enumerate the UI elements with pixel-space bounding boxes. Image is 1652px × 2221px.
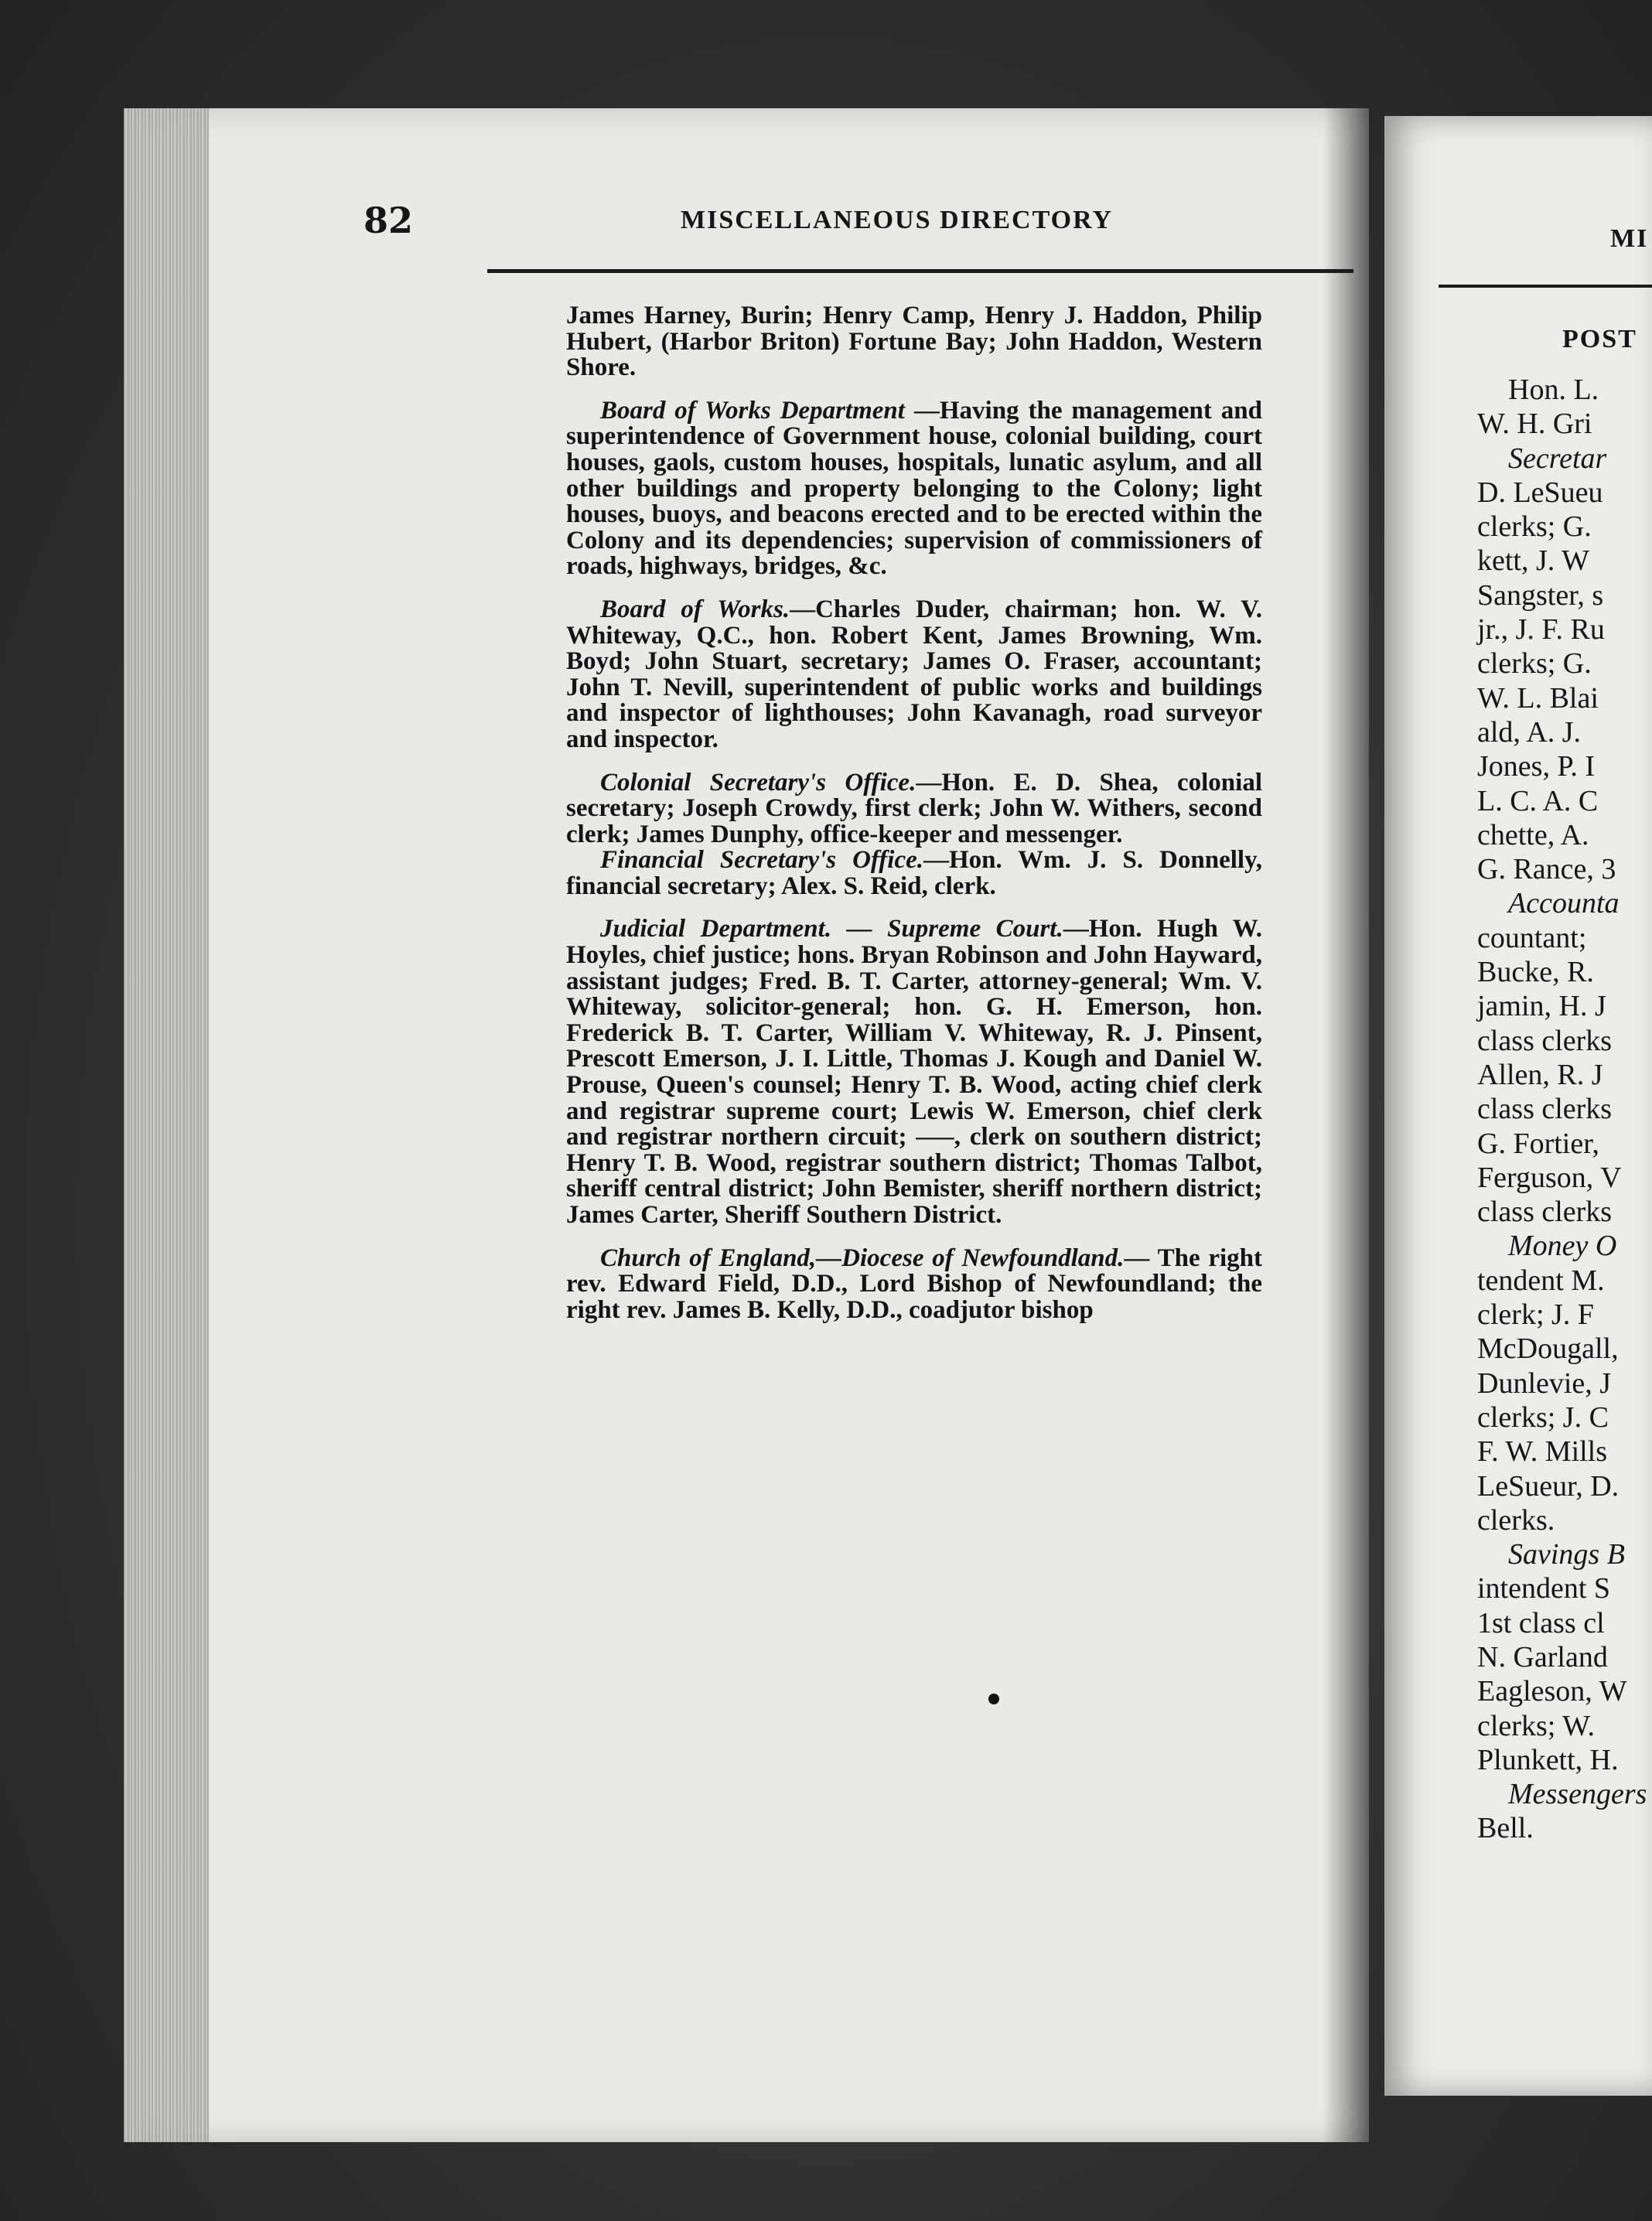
directory-entry xyxy=(566,597,1262,753)
right-line: Money O xyxy=(1508,1230,1617,1263)
right-line: clerks; W. xyxy=(1477,1709,1595,1742)
entry-label: Financial Secretary's Office. xyxy=(600,846,923,875)
right-line: Bucke, R. xyxy=(1477,956,1594,989)
right-line: class clerks xyxy=(1477,1024,1613,1057)
entry-label: Colonial Secretary's Office. xyxy=(600,768,916,797)
right-page xyxy=(1384,116,1652,2096)
right-line: Hon. L. xyxy=(1508,374,1599,406)
page-header xyxy=(364,200,1369,246)
right-line: Sangster, s xyxy=(1477,578,1604,612)
right-line: McDougall, xyxy=(1477,1332,1619,1366)
right-line: Bell. xyxy=(1477,1812,1534,1845)
right-line: Accounta xyxy=(1508,887,1620,920)
right-page-text xyxy=(1477,373,1647,1846)
entry-text: —Hon. Wm. J. S. Donnelly, financial secretary; Alex. S. Reid, clerk. xyxy=(566,846,1262,900)
entry-label: Judicial Department. — Supreme Court. xyxy=(600,915,1063,943)
right-line: Plunkett, H. xyxy=(1477,1743,1619,1776)
right-line: Eagleson, W xyxy=(1477,1675,1627,1708)
entry-text: James Harney, Burin; Henry Camp, Henry J. Haddon, Philip Hubert, (Harbor Briton) Fortune Bay; John Haddon, Western Shore. xyxy=(566,302,1262,382)
ink-dot xyxy=(988,1694,999,1704)
book-gutter xyxy=(1323,108,1369,2142)
directory-entry xyxy=(566,916,1262,1228)
right-line: G. Fortier, xyxy=(1477,1127,1599,1160)
right-line: Messengers xyxy=(1508,1778,1647,1811)
right-header-rule xyxy=(1439,285,1652,288)
right-line: clerk; J. F xyxy=(1477,1298,1594,1332)
entry-text: —Hon. Hugh W. Hoyles, chief justice; hons. Bryan Robinson and John Hayward, assistant judges; Fred. B. T. Carter, attorney-general; Wm. V. Whiteway, solicitor-general; hon. G. H. Emerson, hon. Frederick B. T. Carter, William V. Whiteway, R. J. Pinsent, Prescott Emerson, J. I. Little, Thomas J. Kough and Daniel W. Prouse, Queen's counsel; Henry T. B. Wood, acting chief clerk and registrar supreme court; Lewis W. Emerson, chief clerk and registrar northern circuit; —–, clerk on southern district; Henry T. B. Wood, registrar southern district; Thomas Talbot, sheriff central district; John Bemister, sheriff northern district; James Carter, Sheriff Southern District. xyxy=(566,915,1262,1229)
right-line: countant; xyxy=(1477,921,1587,954)
entry-text: —Hon. E. D. Shea, colonial secretary; Joseph Crowdy, first clerk; John W. Withers, second clerk; James Dunphy, office-keeper and messenger. xyxy=(566,768,1262,848)
directory-entry xyxy=(566,303,1262,381)
right-line: F. W. Mills xyxy=(1477,1435,1608,1469)
entry-label: Board of Works. xyxy=(600,595,790,623)
right-line: tendent M. xyxy=(1477,1264,1605,1297)
entry-text: —Having the management and superintendence of Government house, colonial building, court houses, gaols, custom houses, hospitals, lunatic asylum, and all other buildings and property belonging to the Colony; light houses, buoys, and beacons erected and to be erected within the Colony and its dependencies; supervision of commissioners of roads, highways, bridges, &c. xyxy=(566,396,1262,581)
right-line: Dunlevie, J xyxy=(1477,1366,1612,1400)
right-line: ald, A. J. xyxy=(1477,715,1582,749)
right-line: L. C. A. C xyxy=(1477,784,1599,817)
right-line: jr., J. F. Ru xyxy=(1477,613,1605,647)
right-line: W. H. Gri xyxy=(1477,408,1592,441)
entry-label: Church of England,—Diocese of Newfoundland. xyxy=(600,1244,1125,1272)
right-line: Jones, P. I xyxy=(1477,750,1596,783)
right-running-head: MI xyxy=(1610,224,1649,253)
directory-text xyxy=(566,303,1262,1323)
page-edges xyxy=(124,108,209,2142)
page-number: 82 xyxy=(364,200,414,241)
entry-text: — The right rev. Edward Field, D.D., Lord Bishop of Newfoundland; the right rev. James B. Kelly, D.D., coadjutor bishop xyxy=(566,1244,1262,1324)
directory-entry xyxy=(566,848,1262,899)
right-line: N. Garland xyxy=(1477,1640,1608,1673)
right-line: G. Rance, 3 xyxy=(1477,853,1616,886)
header-rule xyxy=(487,269,1353,273)
directory-entry xyxy=(566,398,1262,580)
right-line: chette, A. xyxy=(1477,818,1589,851)
right-line: LeSueur, D. xyxy=(1477,1469,1620,1503)
directory-entry xyxy=(566,1246,1262,1324)
right-line: clerks. xyxy=(1477,1503,1555,1537)
right-line: class clerks xyxy=(1477,1196,1613,1229)
right-line: intendent S xyxy=(1477,1572,1611,1605)
right-line: class clerks xyxy=(1477,1093,1613,1126)
right-line: clerks; J. C xyxy=(1477,1400,1609,1434)
right-line: clerks; G. xyxy=(1477,510,1592,544)
entry-label: Board of Works Department xyxy=(600,396,905,425)
running-head: MISCELLANEOUS DIRECTORY xyxy=(681,206,1114,234)
directory-entry xyxy=(566,770,1262,848)
right-line: Ferguson, V xyxy=(1477,1161,1622,1194)
entry-text: —Charles Duder, chairman; hon. W. V. Whiteway, Q.C., hon. Robert Kent, James Browning, Wm. Boyd; John Stuart, secretary; James O. Fraser, accountant; John T. Nevill, superintendent of public works and buildings and inspector of lighthouses; John Kavanagh, road surveyor and inspector. xyxy=(566,595,1262,753)
right-line: jamin, H. J xyxy=(1477,990,1606,1023)
right-line: Allen, R. J xyxy=(1477,1058,1603,1091)
right-line: D. LeSueu xyxy=(1477,476,1603,509)
right-line: 1st class cl xyxy=(1477,1606,1605,1639)
right-line: kett, J. W xyxy=(1477,544,1589,578)
right-line: Savings B xyxy=(1508,1538,1625,1571)
right-line: Secretar xyxy=(1508,442,1607,475)
right-line: clerks; G. xyxy=(1477,647,1592,681)
right-line: W. L. Blai xyxy=(1477,681,1599,715)
right-section-title: POST xyxy=(1562,325,1637,353)
